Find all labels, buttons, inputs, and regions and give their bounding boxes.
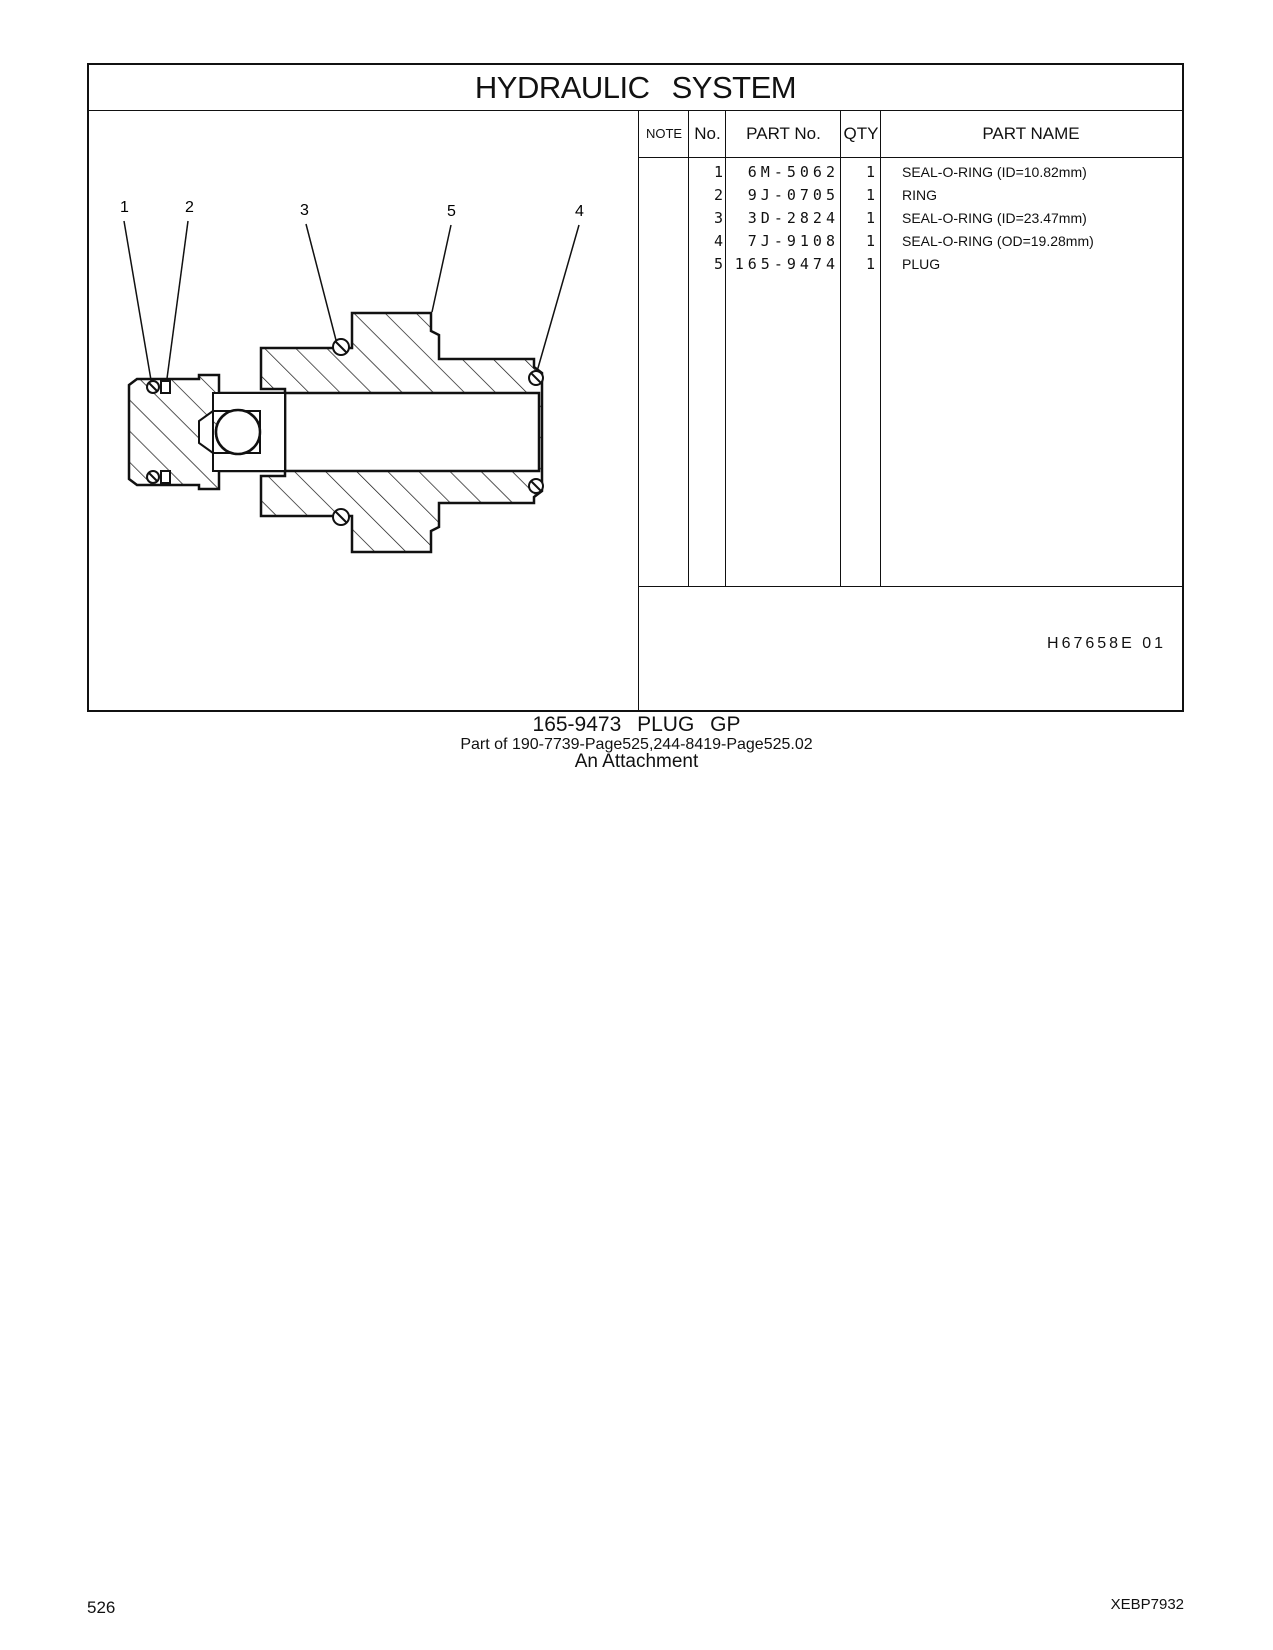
row-part-name: SEAL-O-RING (OD=19.28mm) — [902, 233, 1094, 249]
group-title: 165-9473 PLUG GP — [532, 713, 741, 736]
table-footer — [639, 586, 1182, 711]
row-no: 3 — [713, 209, 723, 227]
cross-port-front — [216, 410, 260, 454]
row-part-no: 9J-0705 — [747, 186, 839, 204]
attachment-note: An Attachment — [574, 751, 699, 772]
col-no: No. — [694, 124, 721, 143]
row-no: 1 — [713, 163, 723, 181]
row-part-no: 3D-2824 — [747, 209, 839, 227]
row-qty: 1 — [865, 163, 875, 181]
row-no: 5 — [713, 255, 723, 273]
parts-table — [638, 111, 1182, 710]
plug-bore — [285, 393, 539, 471]
callout-1: 1 — [120, 199, 129, 216]
table-row — [639, 207, 1182, 230]
row-part-name: SEAL-O-RING (ID=10.82mm) — [902, 164, 1087, 180]
exploded-drawing — [89, 111, 638, 710]
callout-5: 5 — [447, 203, 456, 220]
col-part-no: PART No. — [746, 124, 821, 143]
row-qty: 1 — [865, 255, 875, 273]
row-qty: 1 — [865, 209, 875, 227]
row-no: 2 — [713, 186, 723, 204]
row-part-no: 7J-9108 — [747, 232, 839, 250]
row-part-name: SEAL-O-RING (ID=23.47mm) — [902, 210, 1087, 226]
col-qty: QTY — [843, 124, 879, 143]
callout-2: 2 — [185, 199, 194, 216]
parts-frame — [87, 63, 1184, 712]
row-part-no: 165-9474 — [734, 255, 839, 273]
table-row — [639, 161, 1182, 184]
row-qty: 1 — [865, 186, 875, 204]
table-header — [639, 111, 1182, 158]
row-qty: 1 — [865, 232, 875, 250]
plug-cross-section — [89, 111, 638, 710]
row-part-name: PLUG — [902, 256, 941, 272]
page-number: 526 — [87, 1598, 116, 1617]
part-of-reference: Part of 190-7739-Page525,244-8419-Page525.02 — [460, 736, 813, 753]
table-row — [639, 253, 1182, 276]
illustration-reference: H67658E 01 — [1047, 635, 1166, 652]
page-title: HYDRAULIC SYSTEM — [89, 65, 1182, 111]
row-no: 4 — [713, 232, 723, 250]
row-part-no: 6M-5062 — [747, 163, 839, 181]
col-part-name: PART NAME — [982, 124, 1080, 143]
callout-4: 4 — [575, 203, 584, 220]
document-id: XEBP7932 — [1110, 1596, 1184, 1613]
col-note: NOTE — [645, 126, 683, 141]
row-part-name: RING — [902, 187, 937, 203]
callout-3: 3 — [300, 202, 309, 219]
table-row — [639, 230, 1182, 253]
table-row — [639, 184, 1182, 207]
